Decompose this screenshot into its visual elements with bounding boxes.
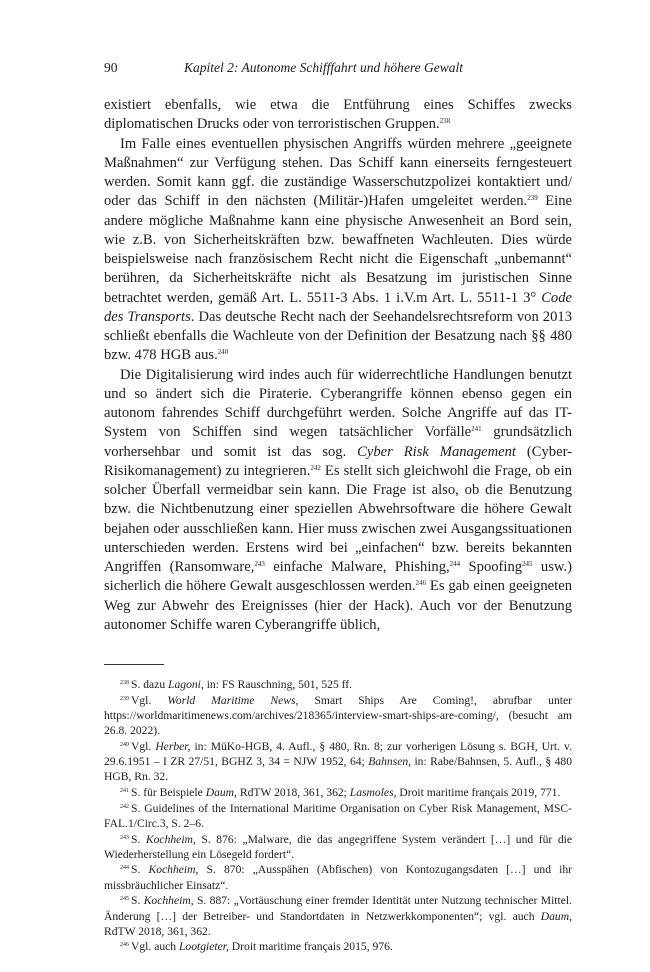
footnote-ref-243[interactable]: 243 [254, 560, 265, 568]
footnote-239: $^{239}$ Vgl. World Maritime News, Smart Ships Are Coming!, abrufbar unter https://worldmaritimenews.com/archives/218365/interview-smart-ships-are-coming/, (besucht am 26.8. 2022). [104, 693, 572, 738]
paragraph-2: Im Falle eines eventuellen physischen Angriffs würden mehrere „geeignete Maßnahmen“ zur Verfügung stehen. Das Schiff kann einerseits ferngesteuert werden. Somit kann ggf. die zuständige Wasserschutzpolizei kontaktiert und/ oder das Schiff in den nächsten (Militär-)Hafen umgeleitet werden.$^{239}$ Eine andere mögliche Maßnahme kann eine physische Anwesenheit an Bord sein, wie z.B. von Sicherheitskräften bzw. bewaffneten Wachleuten. Dies würde beispielsweise nach französischem Recht nicht die Eigenschaft „unbemannt“ berühren, da Sicherheitskräfte nicht als Besatzung im juristischen Sinne betrachtet werden, gemäß Art. L. 5511-3 Abs. 1 i.V.m Art. L. 5511-1 3° Code des Transports. Das deutsche Recht nach der Seehandelsrechtsreform von 2013 schließt ebenfalls die Wachleute von der Definition der Besatzung nach §§ 480 bzw. 478 HGB aus.$^{240}$ [104, 135, 572, 364]
footnote-ref-241[interactable]: 241 [471, 425, 482, 434]
paragraph-3: Die Digitalisierung wird indes auch für widerrechtliche Handlungen benutzt und so ändert sich die Piraterie. Cyberangriffe können ebenso gegen ein autonom fahrendes Schiff durchgeführt werden. Solche Angriffe auf das IT-System von Schiffen sind wegen tatsächlicher Vorfälle$^{241}$ grundsätzlich vorhersehbar und somit ist das sog. Cyber Risk Management (Cyber-Risikomanagement) zu integrieren.$^{242}$ Es stellt sich gleichwohl die Frage, ob ein solcher Überfall vermeidbar sein kann. Die Frage ist also, ob die Benutzung bzw. die Nichtbenutzung einer speziellen Abwehrsoftware die höhere Gewalt bejahen oder ausschließen kann. Hier muss zwischen zwei Ausgangssituationen unterschieden werden. Erstens wird bei „einfachen“ bzw. bereits bekannten Angriffen (Ransomware,$^{243}$ einfache Malware, Phishing,$^{244}$ Spoofing$^{245}$ usw.) sicherlich die höhere Gewalt ausgeschlossen werden.$^{246}$ Es gab einen geeigneten Weg zur Abwehr des Ereignisses (hier der Hack). Auch vor der Benutzung autonomer Schiffe waren Cyberangriffe üblich, [104, 366, 572, 633]
footnote-245: $^{245}$ S. Kochheim, S. 887: „Vortäuschung einer fremder Identität unter Nutzung technischer Mittel. Änderung […] der Betreiber- und Standortdaten in Netzwerkkomponenten“; vgl. auch Daum, RdTW 2018, 361, 362. [104, 894, 572, 938]
footnote-divider [104, 664, 164, 665]
footnote-238: $^{238}$ S. dazu Lagoni, in: FS Rauschning, 501, 525 ff. [120, 678, 353, 691]
footnote-ref-238[interactable]: 238 [439, 117, 451, 126]
page-number: 90 [104, 60, 118, 75]
body-text [104, 96, 572, 635]
footnotes [104, 677, 572, 955]
footnote-243: $^{243}$ S. Kochheim, S. 876: „Malware, die das angegriffene System verändert […] und für die Wiederherstellung ein Lösegeld fordert“. [104, 832, 572, 861]
footnote-ref-246[interactable]: 246 [415, 579, 427, 588]
paragraph-1: existiert ebenfalls, wie etwa die Entführung eines Schiffes zwecks diplomatischen Drucks oder von terroristischen Gruppen.$^{238}$ [104, 97, 572, 133]
footnote-241: $^{241}$ S. für Beispiele Daum, RdTW 2018, 361, 362; Lasmoles, Droit maritime français 2019, 771. [120, 785, 561, 799]
footnote-ref-242[interactable]: 242 [310, 463, 321, 472]
page-header [104, 60, 572, 80]
book-page [104, 60, 572, 955]
running-title: Kapitel 2: Autonome Schifffahrt und höhere Gewalt [184, 60, 463, 75]
footnote-240: $^{240}$ Vgl. Herber, in: MüKo-HGB, 4. Aufl., § 480, Rn. 8; zur vorherigen Lösung s. BGH, Urt. v. 29.6.1951 – I ZR 27/51, BGHZ 3, 34 = NJW 1952, 64; Bahnsen, in: Rabe/Bahnsen, 5. Aufl., § 480 HGB, Rn. 32. [104, 739, 573, 784]
footnote-ref-245[interactable]: 245 [522, 560, 533, 568]
footnote-ref-244[interactable]: 244 [449, 560, 461, 568]
footnote-ref-239[interactable]: 239 [527, 194, 538, 203]
footnote-246: $^{246}$ Vgl. auch Lootgieter, Droit maritime français 2015, 976. [120, 940, 393, 954]
footnote-244: $^{244}$ S. Kochheim, S. 870: „Ausspähen (Abfischen) von Kontozugangsdaten […] und ihr missbräuchlicher Einsatz“. [104, 863, 572, 892]
footnote-242: $^{242}$ S. Guidelines of the International Maritime Organisation on Cyber Risk Management, MSC-FAL.1/Circ.3, S. 2–6. [104, 801, 572, 830]
footnote-ref-240[interactable]: 240 [217, 348, 229, 357]
